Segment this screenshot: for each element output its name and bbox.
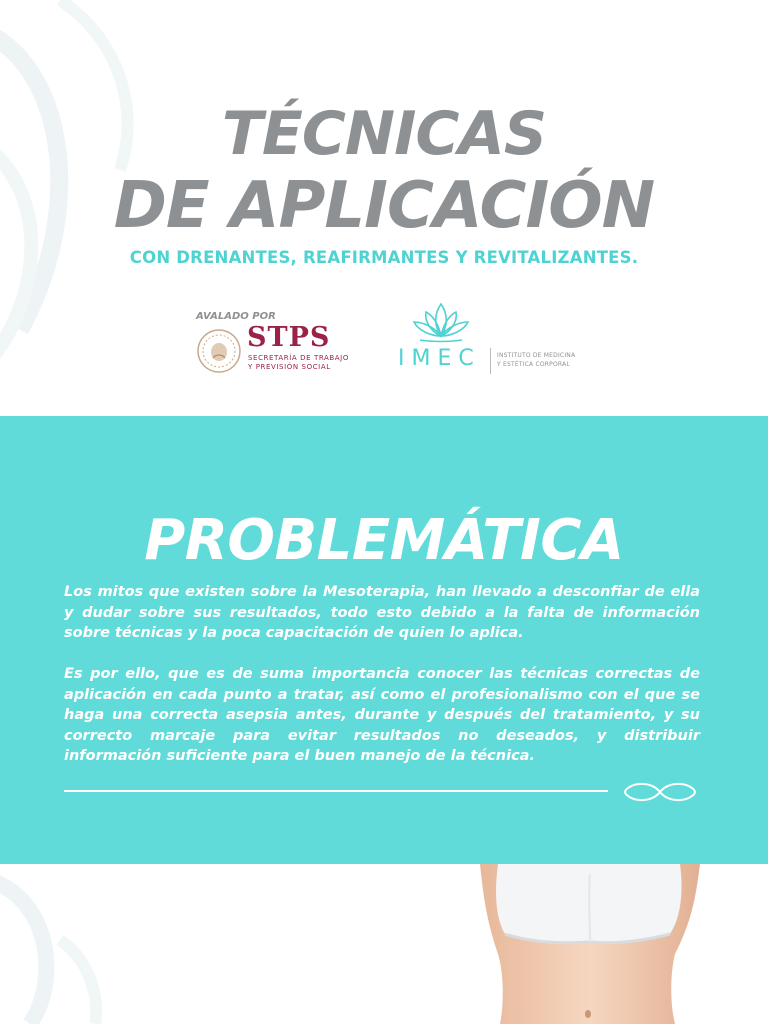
endorsed-by-label: AVALADO POR	[196, 311, 276, 322]
lotus-icon	[404, 300, 478, 344]
header	[0, 0, 768, 416]
imec-logo-text: IMEC	[398, 346, 481, 371]
imec-subtitle-line2: Y ESTÉTICA CORPORAL	[497, 361, 570, 368]
stps-subtitle-line1: SECRETARÍA DE TRABAJO	[248, 354, 349, 362]
stps-subtitle-line2: Y PREVISIÓN SOCIAL	[248, 363, 331, 371]
imec-subtitle	[497, 351, 575, 369]
problem-section	[0, 416, 768, 864]
page-title-line2: DE APLICACIÓN	[113, 169, 655, 243]
imec-subtitle-line1: INSTITUTO DE MEDICINA	[497, 352, 576, 359]
infinity-icon	[622, 780, 698, 804]
imec-divider	[490, 348, 491, 374]
page-title-line1: TÉCNICAS	[221, 99, 547, 169]
paragraph-1: Los mitos que existen sobre la Mesoterapia, han llevado a desconfiar de ella y dudar sobre sus resultados, todo esto debido a la falta de información sobre técnicas y la poca capacitación de quien lo aplica.	[64, 584, 700, 641]
mexico-seal-icon	[196, 328, 242, 374]
paragraph-2: Es por ello, que es de suma importancia conocer las técnicas correctas de aplicación en cada punto a tratar, así como el profesionalismo con el que se haga una correcta asepsia antes, durante y después del tratamiento, y su correcto marcaje para evitar resultados no deseados, y distribuir información suficiente para el buen manejo de la técnica.	[64, 666, 700, 764]
divider-line	[64, 790, 608, 792]
stps-subtitle	[248, 354, 349, 372]
stps-logo-text: STPS	[247, 322, 331, 353]
page-subtitle: CON DRENANTES, REAFIRMANTES Y REVITALIZANTES.	[129, 248, 639, 267]
torso-photo	[470, 864, 710, 1024]
section-title: PROBLEMÁTICA	[144, 508, 624, 573]
